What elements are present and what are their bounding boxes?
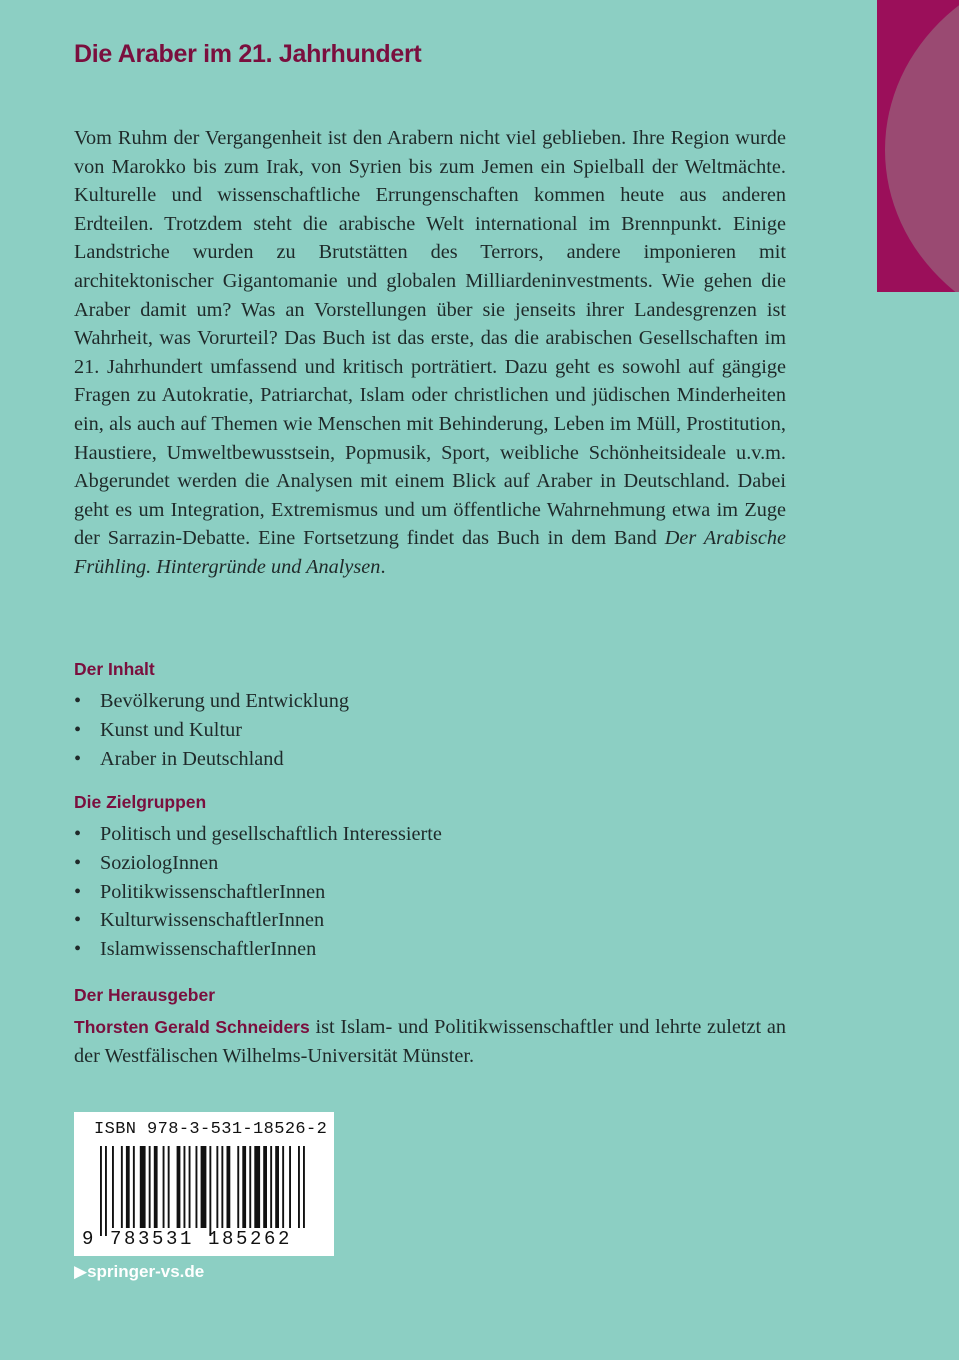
barcode-bar: [126, 1146, 130, 1228]
barcode-bar: [221, 1146, 223, 1228]
barcode: [74, 1112, 334, 1256]
herausgeber-heading: Der Herausgeber: [74, 985, 216, 1005]
barcode-bar: [105, 1146, 107, 1236]
bullet-icon: •: [74, 823, 82, 845]
list-item: • Bevölkerung und Entwicklung: [74, 687, 349, 716]
list-item: • Kunst und Kultur: [74, 716, 349, 745]
barcode-bar: [168, 1146, 170, 1228]
list-item: • IslamwissenschaftlerInnen: [74, 935, 442, 964]
bullet-icon: •: [74, 851, 82, 874]
isbn-label: ISBN 978-3-531-18526-2: [94, 1120, 328, 1139]
cover-accent-arc: [885, 0, 959, 292]
barcode-bar: [275, 1146, 279, 1228]
bullet-icon: •: [74, 690, 82, 712]
zielgruppen-heading: Die Zielgruppen: [74, 792, 207, 812]
list-item: • Politisch und gesellschaftlich Interessierte: [74, 820, 442, 849]
barcode-bar: [237, 1146, 239, 1228]
book-title: Die Araber im 21. Jahrhundert: [74, 40, 422, 68]
barcode-bar: [216, 1146, 218, 1228]
inhalt-heading: Der Inhalt: [74, 659, 155, 679]
barcode-bar: [242, 1146, 246, 1228]
blurb-end: .: [380, 555, 386, 578]
arrow-right-icon: ▶: [74, 1262, 88, 1281]
list-item: • PolitikwissenschaftlerInnen: [74, 878, 442, 907]
barcode-bar: [282, 1146, 284, 1228]
author-name: Thorsten Gerald Schneiders: [74, 1017, 310, 1037]
blurb-text: [74, 124, 786, 582]
barcode-bar: [298, 1146, 300, 1228]
barcode-bar: [184, 1146, 186, 1228]
list-item: • KulturwissenschaftlerInnen: [74, 906, 442, 935]
inhalt-list: [74, 687, 349, 773]
barcode-bar: [249, 1146, 251, 1228]
barcode-bar: [121, 1146, 123, 1228]
website-label: springer-vs.de: [87, 1262, 205, 1281]
barcode-bar: [149, 1146, 151, 1228]
bullet-icon: •: [74, 938, 82, 961]
barcode-bar: [112, 1146, 114, 1228]
barcode-bar: [263, 1146, 267, 1228]
barcode-bar: [133, 1146, 135, 1228]
barcode-bar: [196, 1146, 198, 1228]
barcode-bar: [227, 1146, 231, 1228]
barcode-bar: [303, 1146, 305, 1228]
cover-accent-block: [877, 0, 959, 292]
bullet-icon: •: [74, 747, 82, 770]
list-item: • Araber in Deutschland: [74, 745, 349, 774]
zielgruppen-list: [74, 820, 442, 964]
blurb-sequel-title: Der Arabische Frühling. Hintergründe und Analysen: [74, 527, 787, 578]
barcode-bar: [289, 1146, 291, 1228]
barcode-bar: [254, 1146, 260, 1228]
barcode-bar: [270, 1146, 272, 1228]
barcode-bar: [209, 1146, 211, 1236]
bullet-icon: •: [74, 909, 82, 932]
barcode-digits: 9 783531 185262: [82, 1228, 293, 1250]
list-item: • SoziologInnen: [74, 849, 442, 878]
publisher-website[interactable]: [74, 1262, 204, 1282]
barcode-bar: [201, 1146, 207, 1228]
barcode-bar: [140, 1146, 146, 1228]
bullet-icon: •: [74, 880, 82, 903]
barcode-bar: [177, 1146, 181, 1228]
barcode-bar: [154, 1146, 158, 1228]
barcode-bar: [189, 1146, 191, 1228]
barcode-bar: [163, 1146, 165, 1228]
barcode-bar: [100, 1146, 102, 1236]
blurb-main: Vom Ruhm der Vergangenheit ist den Arabern nicht viel geblieben. Ihre Region wurde von Marokko bis zum Irak, von Syrien bis zum Jemen ein Spielball der Weltmächte. Kulturelle und wissenschaftliche Errungenschaften kommen heute aus anderen Erdteilen. Trotzdem steht die arabische Welt international im Brennpunkt. Einige Landstriche wurden zu Brutstätten des Terrors, andere imponieren mit architektonischer Gigantomanie und globalen Milliardeninvestments. Wie gehen die Araber damit um? Was an Vorstellungen über sie jenseits ihrer Landesgrenzen ist Wahrheit, was Vorurteil? Das Buch ist das erste, das die arabischen Gesellschaften im 21. Jahrhundert umfassend und kritisch porträtiert. Dazu geht es sowohl auf gängige Fragen zu Autokratie, Patriarchat, Islam oder christlichen und jüdischen Minderheiten ein, als auch auf Themen wie Menschen mit Behinderung, Leben im Müll, Prostitution, Haustiere, Umweltbewusstsein, Popmusik, Sport, weibliche Schönheitsideale u.v.m. Abgerundet werden die Analysen mit einem Blick auf Araber in Deutschland. Dabei geht es um Integration, Extremismus und um öffentliche Wahrnehmung etwa im Zuge der Sarrazin-Debatte. Eine Fortsetzung findet das Buch in dem Band: [74, 127, 786, 550]
herausgeber-text: [74, 1013, 786, 1070]
bullet-icon: •: [74, 718, 82, 741]
author-bio: ist Islam- und Politikwissenschaftler und lehrte zuletzt an der Westfälischen Wilhelms-Universität Münster.: [74, 1016, 787, 1067]
